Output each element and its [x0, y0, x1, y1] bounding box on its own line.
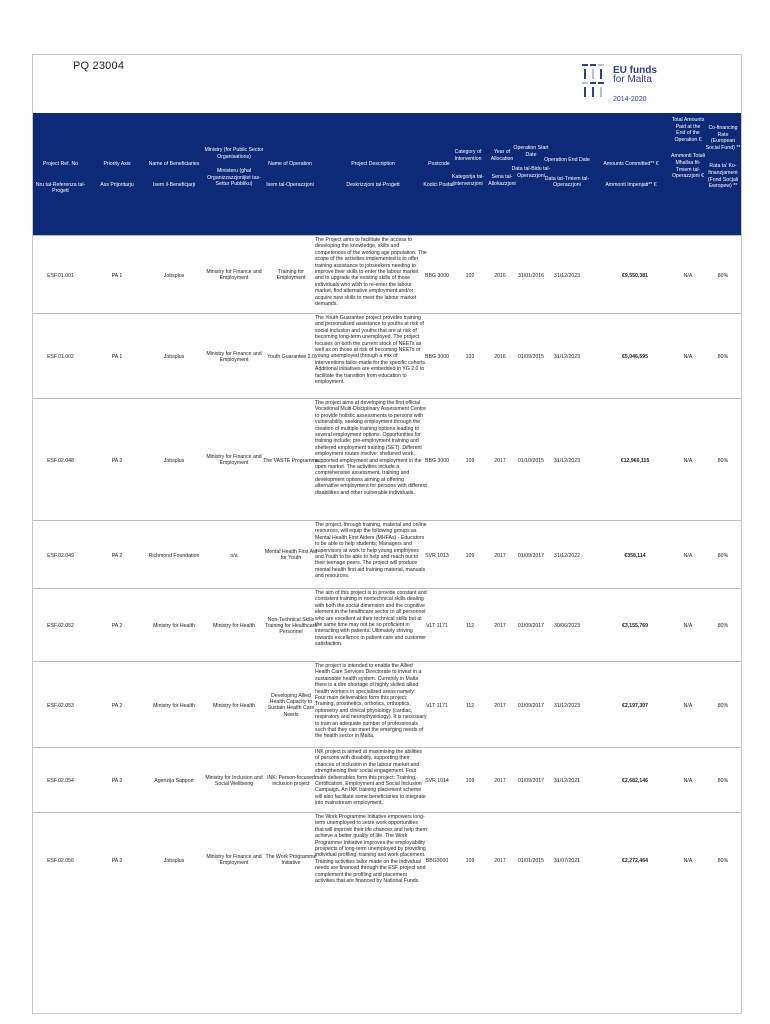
cell-operation-name: The Work Programme Initiative: [265, 854, 317, 867]
cell-start-date: 01/09/2017: [518, 778, 544, 784]
eu-funds-logo: [580, 62, 665, 110]
table-row: [33, 235, 741, 314]
cell-category: 112: [465, 623, 475, 629]
cell-ministry: Ministry for Health: [213, 702, 255, 709]
cell-total-paid: N/A: [683, 778, 693, 784]
cell-year: 2017: [494, 857, 506, 864]
table-row: [33, 812, 741, 907]
cell-description: The Project aims to facilitate the access to developing the knowledge, skills and competences of the working age population. The scope of the activities implemented is to offer training assistance to jobseekers needing to improve their skills to enter the labour market and to upgrade the existing skills of those individuals who wish to re-enter the labour market, find alternative employment and/or acquire new skills to meet the labour market demands.: [315, 237, 427, 308]
table-row: [33, 520, 741, 589]
cell-year: 2016: [494, 272, 506, 279]
cell-priority-axis: PA 1: [111, 272, 123, 279]
header-cofinancing-rate: Co-financing Rate (European Social Fund) ** Rata ta' Ko-finanzjament (Fond Soċjali Ewropew) **: [705, 125, 741, 190]
cell-cofinancing-rate: 80%: [717, 552, 729, 559]
cell-start-date: 01/09/2017: [518, 702, 544, 709]
cell-amount-committed: €2,197,307: [622, 702, 648, 709]
cell-description: The Youth Guarantee project provides training and personalised assistance to youths at risk of social inclusion and youths that are at risk of becoming long-term unemployed. The project focuses on both the current stock of NEETs as well as on those at risk of becoming NEETs or young unemployed through a mix of interventions tailor-made for the specific cohorts. Additional initiatives are embedded in YG 2.0 to facilitate the transition from education to employment.: [315, 315, 427, 386]
cell-start-date: 01/09/2015: [518, 354, 544, 360]
cell-total-paid: N/A: [683, 702, 693, 709]
cell-priority-axis: PA 2: [111, 857, 123, 864]
cell-ministry: Ministry for Finance and Employment: [206, 350, 262, 363]
table-row: [33, 398, 741, 521]
header-total-paid: Total Amounts Paid at the End of the Operation € Ammonti Totali Mħallsa fit-Tmiem tal-Operazzjoni €: [671, 117, 705, 180]
header-description: Project Description Deskrizzjoni tal-Proġett: [346, 161, 400, 188]
cell-postcode: BBG 3000: [425, 354, 449, 360]
cell-postcode: SVR 1013: [425, 552, 449, 559]
header-start-date: Operation Start Date Data tal-Bidu tal-Operazzjoni: [511, 145, 551, 179]
cell-postcode: BBG 3000: [425, 457, 449, 464]
cell-category: 112: [465, 702, 475, 709]
cell-project-ref: ESF.02.053: [47, 702, 74, 709]
cell-project-ref: ESF.01.002: [47, 354, 74, 360]
cell-operation-name: Youth Guarantee 2.0: [267, 354, 315, 360]
cell-project-ref: ESF.02.049: [47, 552, 74, 559]
cell-postcode: VLT 1171: [426, 702, 448, 709]
table-row: [33, 313, 741, 399]
cell-postcode: VLT 1171: [426, 623, 448, 629]
cell-amount-committed: €2,682,146: [622, 778, 648, 784]
cell-description: The project aims at developing the first official Vocational Multi-Disciplinary Assessment Centre to provide holistic assessments to persons with vulnerability, seeking employment through the creation of multiple training options leading to several employment options. Opportunities for training include; pre-employment training and sheltered employment training (SET). Different employment routes involve: sheltered work, supported employment and employment in the open market. The activities include a comprehensive assessment, training and development options aiming at offering alternative employment for persons with different disabilities and other vulnerable individuals.: [315, 400, 427, 496]
cell-description: INK project is aimed at maximising the abilities of persons with disability, supporting their chances of inclusion in the labour market and strengthening their social engagement. Four main deliverables form this project: Training, Certification, Employment and Social Inclusion Campaign. An INK training placement scheme will also facilitate some beneficiaries to integrate into mainstream employment.: [315, 749, 426, 807]
cell-category: 109: [465, 778, 475, 784]
cell-beneficiary: Jobsplus: [163, 354, 185, 360]
cell-total-paid: N/A: [683, 857, 693, 864]
cell-year: 2017: [494, 702, 506, 709]
cell-beneficiary: Agenzija Sapport: [154, 778, 194, 784]
cell-operation-name: Training for Employment: [276, 269, 306, 282]
header-operation-name: Name of Operation Isem tal-Operazzjoni: [266, 161, 314, 188]
header-postcode: Postcode Kodiċi Postali: [423, 161, 455, 188]
header-project-ref: Project Ref. No Nru tal-Referenza tal-Proġett: [35, 161, 86, 195]
header-beneficiaries: Name of Beneficiaries Isem il-Benefiċjarji: [148, 161, 200, 188]
cell-end-date: 31/07/2021: [554, 857, 580, 864]
cell-category: 102: [465, 272, 475, 279]
cell-year: 2017: [494, 457, 506, 464]
cell-ministry: Ministry for Finance and Employment: [206, 454, 262, 467]
cell-project-ref: ESF.02.054: [47, 778, 74, 784]
eu-funds-logo-icon: [580, 62, 610, 102]
cell-total-paid: N/A: [683, 354, 693, 360]
cell-end-date: 31/12/2023: [554, 457, 580, 464]
cell-cofinancing-rate: 80%: [717, 778, 729, 784]
cell-end-date: 30/06/2023: [554, 623, 580, 629]
cell-project-ref: ESF.02.052: [47, 623, 74, 629]
cell-ministry: Ministry for Finance and Employment: [206, 269, 262, 282]
cell-total-paid: N/A: [683, 457, 693, 464]
cell-beneficiary: Ministry for Health: [153, 623, 195, 629]
cell-start-date: 01/09/2017: [518, 623, 544, 629]
cell-amount-committed: €12,960,115: [620, 457, 650, 464]
cell-priority-axis: PA 2: [111, 552, 123, 559]
cell-priority-axis: PA 2: [111, 702, 123, 709]
cell-category: 103: [465, 354, 475, 360]
cell-amount-committed: €3,155,769: [622, 623, 648, 629]
cell-end-date: 31/12/2023: [554, 354, 580, 360]
cell-beneficiary: Jobsplus: [163, 272, 185, 279]
cell-amount-committed: €5,046,595: [622, 354, 648, 360]
cell-postcode: SVR 1014: [425, 778, 449, 784]
table-header: [33, 113, 741, 235]
cell-year: 2017: [494, 552, 506, 559]
cell-end-date: 31/12/2023: [554, 702, 580, 709]
cell-description: The aim of this project is to provide constant and consistent training in nontechnical skills dealing with both the social dimension and the cognitive element in the healthcare sector to all personnel who are excellent at their technical skills but at the same time may not be so proficient in interacting with patients. Ultimately striving towards excellence in patient care and customer satisfaction.: [315, 590, 427, 648]
cell-category: 109: [465, 552, 475, 559]
cell-operation-name: Non-Technical Skills Training for Healthcare Personnel: [264, 616, 318, 636]
cell-amount-committed: €358,114: [624, 552, 646, 559]
cell-start-date: 01/10/2015: [518, 457, 544, 464]
table-row: [33, 747, 741, 813]
header-end-date: Operation End Date Data tat-Tmiem tal-Operazzjoni: [544, 157, 590, 189]
cell-priority-axis: PA 2: [111, 778, 123, 784]
cell-description: The Work Programme Initiative empowers long-term unemployed to seize work opportunities that will improve their life chances and help them achieve a better quality of life. The Work Programme Initiative improves the employability prospects of long-term unemployed by providing individual profiling, training and work placement. Training activities tailor made on the individual needs are financed through the ESF project and complement the profiling and placement activities that are financed by National Funds.: [315, 814, 427, 885]
cell-end-date: 31/12/2023: [554, 272, 580, 279]
cell-beneficiary: Ministry for Health: [153, 702, 195, 709]
document-title: PQ 23004: [73, 60, 125, 72]
cell-total-paid: N/A: [683, 623, 693, 629]
cell-total-paid: N/A: [683, 272, 693, 279]
cell-cofinancing-rate: 80%: [717, 457, 729, 464]
cell-operation-name: The VASTE Programme: [263, 457, 319, 464]
cell-category: 109: [465, 457, 475, 464]
table-row: [33, 661, 741, 748]
cell-priority-axis: PA 2: [111, 623, 123, 629]
cell-project-ref: ESF.02.056: [47, 857, 74, 864]
header-category: Category of Intervention Kategorija tal-Intervenzjoni: [451, 149, 484, 187]
cell-priority-axis: PA 2: [111, 457, 123, 464]
cell-end-date: 31/12/2021: [554, 778, 580, 784]
cell-start-date: 01/01/2015: [518, 857, 544, 864]
cell-beneficiary: Jobsplus: [163, 457, 185, 464]
cell-cofinancing-rate: 80%: [717, 857, 729, 864]
cell-cofinancing-rate: 80%: [717, 272, 729, 279]
cell-project-ref: ESF.02.048: [47, 457, 74, 464]
cell-year: 2017: [494, 623, 506, 629]
header-year-allocation: Year of Allocation Sena tal-Allokazzjoni: [488, 149, 516, 187]
logo-years: 2014-2020: [613, 96, 647, 103]
logo-line1: EU funds: [613, 65, 657, 76]
logo-line2: for Malta: [613, 74, 652, 85]
cell-priority-axis: PA 1: [111, 354, 123, 360]
cell-operation-name: INK: Person-focused inclusion project: [267, 774, 315, 787]
cell-cofinancing-rate: 80%: [717, 623, 729, 629]
cell-year: 2017: [494, 778, 506, 784]
cell-cofinancing-rate: 80%: [717, 354, 729, 360]
cell-ministry: Ministry for Health: [213, 623, 255, 629]
table-row: [33, 588, 741, 662]
cell-description: The project is intended to enable the Allied Health Care Services Directorate to invest in a sustainable health system. Currently in Malta there is a dire shortage of highly skilled allied health workers in specialised areas namely: Four main deliverables form this project: Training, prosthetics, orthotics, orthoptics, optometry and clinical physiology (cardiac, respiratory and neurophysiology). It is necessary to train an adequate number of professionals such that they can meet the emerging needs of the health sector in Malta.: [315, 663, 427, 740]
header-amounts-committed: Amounts Committed** € Ammonti Impenjati** €: [603, 161, 659, 188]
cell-beneficiary: Richmond Foundation: [148, 552, 200, 559]
cell-cofinancing-rate: 80%: [717, 702, 729, 709]
cell-beneficiary: Jobsplus: [163, 857, 185, 864]
cell-description: The project, through training, material and online resources, will equip the following groups as Mental Health First Aiders (MHFAs) - Educators to be able to help students; Managers and supervisors at work to help young employees and Youth to be able to help and reach out to their teenage peers. The project will produce mental health first aid training material, manuals and resources.: [315, 522, 427, 580]
header-priority-axis: Priority Axis Ass Prijoritarju: [100, 161, 134, 188]
cell-end-date: 31/12/2022: [554, 552, 580, 559]
cell-total-paid: N/A: [683, 552, 693, 559]
cell-operation-name: Mental Health First Aid for Youth: [264, 549, 318, 562]
cell-amount-committed: €2,272,464: [622, 857, 648, 864]
cell-ministry: Ministry for Finance and Employment: [206, 854, 262, 867]
cell-operation-name: Developing Allied Health Capacity to Sustain Health Care Needs: [267, 692, 315, 718]
cell-ministry: n/a: [230, 552, 238, 559]
cell-start-date: 01/09/2017: [518, 552, 544, 559]
cell-postcode: BBG 3000: [425, 272, 449, 279]
cell-category: 109: [465, 857, 475, 864]
cell-project-ref: ESF.01.001: [47, 272, 74, 279]
cell-postcode: BBG3000: [425, 857, 449, 864]
cell-ministry: Ministry for Inclusion and Social Wellbeing: [205, 774, 263, 787]
cell-start-date: 31/01/2016: [518, 272, 544, 279]
cell-year: 2016: [494, 354, 506, 360]
cell-amount-committed: €9,550,381: [622, 272, 648, 279]
header-ministry: Ministry (for Public Sector Organisations) Ministeru (għal Organizzazzjonijiet tas-Settur Pubbliku): [204, 147, 264, 188]
